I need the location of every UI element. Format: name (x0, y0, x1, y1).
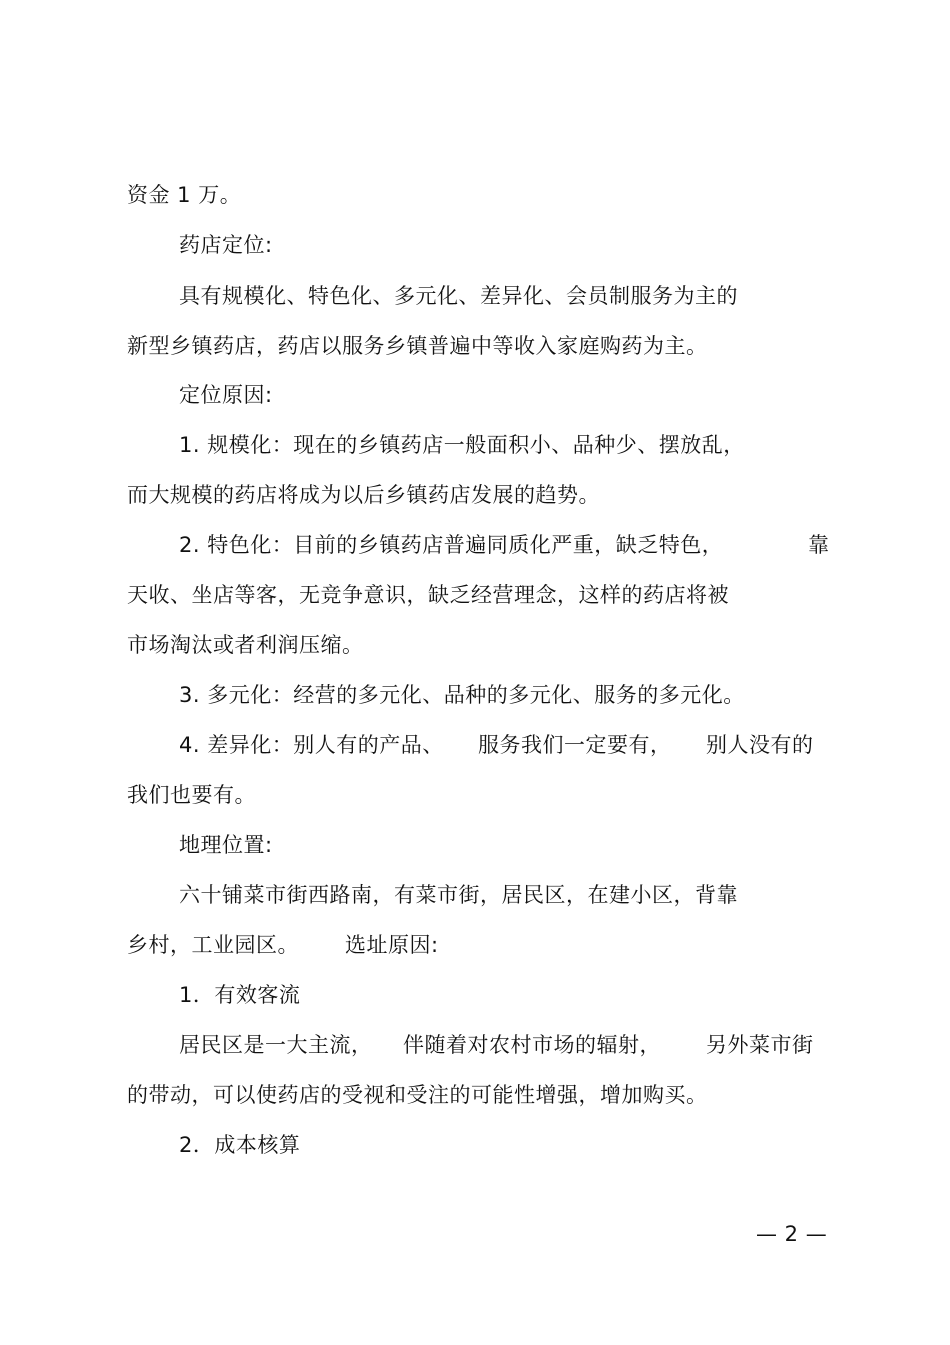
paragraph-fragment: 伴随着对农村市场的辐射， (403, 1033, 661, 1057)
section-heading: 定位原因: (179, 383, 273, 407)
list-item: 4. 差异化：别人有的产品、 (179, 733, 444, 757)
paragraph-line: 居民区是一大主流， (179, 1033, 373, 1057)
paragraph-line: 乡村，工业园区。 (127, 933, 299, 957)
section-heading: 选址原因: (345, 933, 439, 957)
page-number: — 2 — (756, 1222, 828, 1246)
paragraph-line: 市场淘汰或者利润压缩。 (127, 633, 364, 657)
list-item: 1．有效客流 (179, 983, 301, 1007)
paragraph-line: 天收、坐店等客，无竞争意识，缺乏经营理念，这样的药店将被 (127, 583, 729, 607)
paragraph-line: 具有规模化、特色化、多元化、差异化、会员制服务为主的 (179, 284, 738, 308)
paragraph-line: 新型乡镇药店，药店以服务乡镇普遍中等收入家庭购药为主。 (127, 334, 708, 358)
section-heading: 药店定位: (179, 233, 273, 257)
list-item: 3. 多元化：经营的多元化、品种的多元化、服务的多元化。 (179, 683, 745, 707)
paragraph-fragment: 另外菜市街 (706, 1033, 814, 1057)
paragraph-fragment: 别人没有的 (706, 733, 814, 757)
list-item: 2．成本核算 (179, 1133, 301, 1157)
paragraph-line: 我们也要有。 (127, 783, 256, 807)
paragraph-line: 的带动，可以使药店的受视和受注的可能性增强，增加购买。 (127, 1083, 708, 1107)
section-heading: 地理位置: (179, 833, 273, 857)
paragraph-line: 而大规模的药店将成为以后乡镇药店发展的趋势。 (127, 483, 600, 507)
paragraph-fragment: 服务我们一定要有， (478, 733, 672, 757)
paragraph-line: 六十铺菜市街西路南，有菜市街，居民区，在建小区，背靠 (179, 883, 738, 907)
list-item: 1. 规模化：现在的乡镇药店一般面积小、品种少、摆放乱， (179, 433, 745, 457)
paragraph-fragment: 靠 (808, 533, 830, 557)
paragraph-line: 资金 1 万。 (127, 183, 242, 207)
list-item: 2. 特色化：目前的乡镇药店普遍同质化严重，缺乏特色， (179, 533, 724, 557)
